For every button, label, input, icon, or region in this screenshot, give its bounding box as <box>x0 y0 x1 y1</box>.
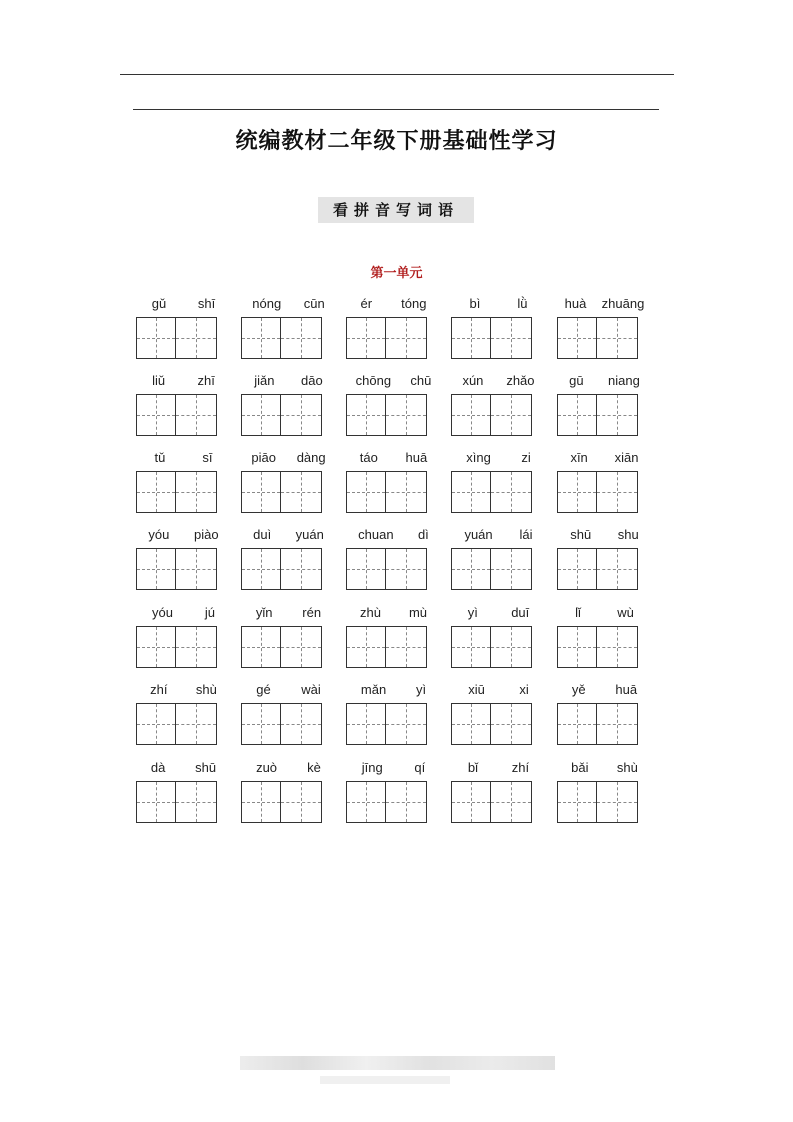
tianzige-box[interactable] <box>557 317 597 359</box>
pinyin-syllable: mù <box>408 605 427 620</box>
writing-boxes <box>136 548 217 590</box>
pinyin-syllable: gǔ <box>151 296 167 311</box>
pinyin-syllable: bì <box>469 296 481 311</box>
pinyin-label <box>241 604 336 622</box>
writing-boxes <box>241 626 322 668</box>
word-entry <box>346 449 441 519</box>
tianzige-box[interactable] <box>451 471 491 513</box>
tianzige-box[interactable] <box>346 626 386 668</box>
word-entry <box>451 604 546 674</box>
pinyin-label <box>346 526 441 544</box>
writing-boxes <box>136 703 217 745</box>
pinyin-label <box>346 449 441 467</box>
word-entry <box>136 526 231 596</box>
tianzige-box[interactable] <box>346 394 386 436</box>
pinyin-label <box>346 759 441 777</box>
tianzige-box[interactable] <box>281 703 322 745</box>
word-entry <box>241 449 336 519</box>
pinyin-syllable: chū <box>410 373 432 388</box>
tianzige-box[interactable] <box>241 471 281 513</box>
tianzige-box[interactable] <box>346 471 386 513</box>
pinyin-label <box>346 681 441 699</box>
pinyin-label <box>241 759 336 777</box>
pinyin-syllable: yǐn <box>255 605 273 620</box>
pinyin-label <box>451 372 546 390</box>
pinyin-label <box>557 295 652 313</box>
pinyin-syllable: wài <box>301 682 321 697</box>
pinyin-syllable: zhí <box>150 682 168 697</box>
pinyin-syllable: wù <box>617 605 634 620</box>
tianzige-box[interactable] <box>386 471 427 513</box>
pinyin-syllable: shū <box>570 527 592 542</box>
pinyin-syllable: bǐ <box>467 760 478 775</box>
pinyin-syllable: yě <box>571 682 586 697</box>
footer-watermark <box>240 1056 555 1070</box>
tianzige-box[interactable] <box>451 548 491 590</box>
pinyin-syllable: dàng <box>296 450 326 465</box>
tianzige-box[interactable] <box>386 781 427 823</box>
pinyin-label <box>557 526 652 544</box>
tianzige-box[interactable] <box>241 394 281 436</box>
tianzige-box[interactable] <box>281 781 322 823</box>
tianzige-box[interactable] <box>491 394 532 436</box>
pinyin-label <box>241 526 336 544</box>
word-entry <box>451 759 546 829</box>
tianzige-box[interactable] <box>491 626 532 668</box>
pinyin-syllable: dì <box>417 527 429 542</box>
tianzige-box[interactable] <box>386 394 427 436</box>
writing-boxes <box>241 317 322 359</box>
word-entry <box>557 759 652 829</box>
tianzige-box[interactable] <box>386 317 427 359</box>
pinyin-syllable: niang <box>608 373 640 388</box>
tianzige-box[interactable] <box>557 548 597 590</box>
pinyin-syllable: huà <box>564 296 587 311</box>
pinyin-label <box>557 681 652 699</box>
pinyin-syllable: gé <box>256 682 271 697</box>
pinyin-label <box>451 526 546 544</box>
pinyin-label <box>346 295 441 313</box>
pinyin-syllable: shù <box>195 682 217 697</box>
pinyin-syllable: xìng <box>466 450 491 465</box>
pinyin-syllable: qí <box>414 760 426 775</box>
tianzige-box[interactable] <box>491 317 532 359</box>
writing-boxes <box>346 626 427 668</box>
writing-boxes <box>346 548 427 590</box>
tianzige-box[interactable] <box>176 394 217 436</box>
pinyin-syllable: duì <box>253 527 272 542</box>
word-entry <box>346 759 441 829</box>
pinyin-label <box>451 681 546 699</box>
writing-boxes <box>346 703 427 745</box>
pinyin-label <box>451 449 546 467</box>
pinyin-syllable: piāo <box>251 450 276 465</box>
tianzige-box[interactable] <box>597 703 638 745</box>
tianzige-box[interactable] <box>346 703 386 745</box>
pinyin-syllable: sī <box>202 450 213 465</box>
tianzige-box[interactable] <box>241 781 281 823</box>
writing-boxes <box>451 394 532 436</box>
pinyin-syllable: shù <box>616 760 638 775</box>
pinyin-syllable: jú <box>204 605 216 620</box>
writing-boxes <box>346 471 427 513</box>
word-entry <box>557 526 652 596</box>
word-entry <box>241 295 336 365</box>
tianzige-box[interactable] <box>136 471 176 513</box>
pinyin-syllable: lái <box>519 527 533 542</box>
pinyin-label <box>557 449 652 467</box>
writing-boxes <box>136 626 217 668</box>
tianzige-box[interactable] <box>557 626 597 668</box>
pinyin-syllable: dà <box>150 760 166 775</box>
writing-boxes <box>241 781 322 823</box>
pinyin-syllable: jīng <box>361 760 383 775</box>
pinyin-syllable: rén <box>302 605 322 620</box>
pinyin-label <box>136 372 231 390</box>
word-entry <box>451 681 546 751</box>
tianzige-box[interactable] <box>241 626 281 668</box>
pinyin-label <box>136 681 231 699</box>
tianzige-box[interactable] <box>597 317 638 359</box>
tianzige-box[interactable] <box>176 703 217 745</box>
tianzige-box[interactable] <box>241 548 281 590</box>
pinyin-syllable: yóu <box>151 605 173 620</box>
pinyin-syllable: yì <box>415 682 427 697</box>
writing-boxes <box>451 703 532 745</box>
pinyin-syllable: táo <box>359 450 378 465</box>
pinyin-syllable: zhí <box>511 760 530 775</box>
writing-boxes <box>557 548 638 590</box>
tianzige-box[interactable] <box>386 703 427 745</box>
pinyin-syllable: yuán <box>464 527 493 542</box>
pinyin-syllable: gū <box>569 373 584 388</box>
word-entry <box>346 604 441 674</box>
writing-boxes <box>557 626 638 668</box>
writing-boxes <box>136 781 217 823</box>
pinyin-label <box>136 526 231 544</box>
word-entry <box>346 372 441 442</box>
tianzige-box[interactable] <box>136 781 176 823</box>
word-entry <box>557 449 652 519</box>
pinyin-syllable: shū <box>195 760 217 775</box>
pinyin-syllable: huā <box>405 450 428 465</box>
pinyin-syllable: zhǎo <box>506 373 535 388</box>
tianzige-box[interactable] <box>176 626 217 668</box>
pinyin-label <box>557 759 652 777</box>
word-entry <box>346 526 441 596</box>
word-entry <box>241 372 336 442</box>
writing-boxes <box>451 626 532 668</box>
tianzige-box[interactable] <box>451 626 491 668</box>
pinyin-syllable: yóu <box>148 527 170 542</box>
pinyin-syllable: tǔ <box>154 450 166 465</box>
tianzige-box[interactable] <box>281 471 322 513</box>
pinyin-label <box>136 295 231 313</box>
pinyin-syllable: yuán <box>295 527 324 542</box>
tianzige-box[interactable] <box>136 626 176 668</box>
tianzige-box[interactable] <box>136 548 176 590</box>
pinyin-syllable: ér <box>360 296 373 311</box>
pinyin-label <box>557 604 652 622</box>
pinyin-syllable: shī <box>197 296 216 311</box>
tianzige-box[interactable] <box>451 317 491 359</box>
pinyin-syllable: shu <box>617 527 639 542</box>
pinyin-label <box>451 604 546 622</box>
pinyin-syllable: zi <box>521 450 531 465</box>
writing-boxes <box>241 703 322 745</box>
pinyin-syllable: cūn <box>303 296 325 311</box>
tianzige-box[interactable] <box>346 548 386 590</box>
tianzige-box[interactable] <box>386 626 427 668</box>
word-entry <box>136 372 231 442</box>
pinyin-syllable: piào <box>194 527 219 542</box>
pinyin-syllable: lǐ <box>575 605 581 620</box>
tianzige-box[interactable] <box>281 394 322 436</box>
tianzige-box[interactable] <box>136 703 176 745</box>
writing-boxes <box>557 471 638 513</box>
word-entry <box>451 449 546 519</box>
pinyin-label <box>451 759 546 777</box>
pinyin-syllable: zhī <box>197 373 215 388</box>
writing-boxes <box>241 548 322 590</box>
pinyin-syllable: yì <box>467 605 478 620</box>
tianzige-box[interactable] <box>281 317 322 359</box>
tianzige-box[interactable] <box>241 703 281 745</box>
tianzige-box[interactable] <box>491 703 532 745</box>
pinyin-syllable: bǎi <box>571 760 589 775</box>
pinyin-syllable: dāo <box>301 373 323 388</box>
word-entry <box>136 449 231 519</box>
pinyin-label <box>346 604 441 622</box>
word-entry <box>557 372 652 442</box>
pinyin-syllable: kè <box>307 760 321 775</box>
pinyin-syllable: xīn <box>570 450 588 465</box>
page-title: 统编教材二年级下册基础性学习 <box>235 129 558 154</box>
tianzige-box[interactable] <box>597 626 638 668</box>
word-entry <box>136 681 231 751</box>
word-entry <box>241 681 336 751</box>
writing-boxes <box>136 317 217 359</box>
writing-boxes <box>241 394 322 436</box>
word-entry <box>136 604 231 674</box>
pinyin-label <box>346 372 441 390</box>
word-entry <box>241 526 336 596</box>
pinyin-syllable: liǔ <box>152 373 166 388</box>
word-entry <box>241 759 336 829</box>
writing-boxes <box>346 781 427 823</box>
writing-boxes <box>557 317 638 359</box>
tianzige-box[interactable] <box>597 781 638 823</box>
writing-boxes <box>451 317 532 359</box>
tianzige-box[interactable] <box>386 548 427 590</box>
word-entry <box>136 759 231 829</box>
tianzige-box[interactable] <box>597 471 638 513</box>
tianzige-box[interactable] <box>491 548 532 590</box>
tianzige-box[interactable] <box>176 471 217 513</box>
pinyin-syllable: zhuāng <box>601 296 645 311</box>
writing-boxes <box>557 394 638 436</box>
tianzige-box[interactable] <box>176 781 217 823</box>
writing-boxes <box>451 548 532 590</box>
writing-boxes <box>241 471 322 513</box>
pinyin-syllable: chuan <box>358 527 394 542</box>
tianzige-box[interactable] <box>136 394 176 436</box>
word-entry <box>346 681 441 751</box>
tianzige-box[interactable] <box>557 703 597 745</box>
tianzige-box[interactable] <box>597 394 638 436</box>
tianzige-box[interactable] <box>557 781 597 823</box>
pinyin-syllable: xiū <box>468 682 485 697</box>
word-entry <box>451 372 546 442</box>
word-entry <box>557 681 652 751</box>
writing-boxes <box>557 781 638 823</box>
writing-boxes <box>346 394 427 436</box>
writing-boxes <box>451 781 532 823</box>
pinyin-syllable: jiǎn <box>254 373 275 388</box>
pinyin-label <box>451 295 546 313</box>
word-entry <box>136 295 231 365</box>
tianzige-box[interactable] <box>346 781 386 823</box>
tianzige-box[interactable] <box>491 471 532 513</box>
word-entry <box>451 295 546 365</box>
pinyin-label <box>241 449 336 467</box>
pinyin-syllable: xiān <box>614 450 639 465</box>
pinyin-syllable: mǎn <box>360 682 387 697</box>
writing-boxes <box>346 317 427 359</box>
writing-boxes <box>136 471 217 513</box>
tianzige-box[interactable] <box>451 394 491 436</box>
tianzige-box[interactable] <box>136 317 176 359</box>
pinyin-syllable: nóng <box>252 296 282 311</box>
tianzige-box[interactable] <box>597 548 638 590</box>
tianzige-box[interactable] <box>241 317 281 359</box>
word-entry <box>557 295 652 365</box>
tianzige-box[interactable] <box>176 548 217 590</box>
tianzige-box[interactable] <box>281 626 322 668</box>
pinyin-syllable: xún <box>462 373 484 388</box>
tianzige-box[interactable] <box>491 781 532 823</box>
pinyin-label <box>241 372 336 390</box>
pinyin-syllable: zuò <box>256 760 278 775</box>
writing-boxes <box>136 394 217 436</box>
tianzige-box[interactable] <box>176 317 217 359</box>
pinyin-label <box>136 604 231 622</box>
footer-watermark-line <box>320 1076 450 1084</box>
tianzige-box[interactable] <box>346 317 386 359</box>
pinyin-label <box>241 295 336 313</box>
word-entry <box>241 604 336 674</box>
tianzige-box[interactable] <box>557 471 597 513</box>
pinyin-label <box>241 681 336 699</box>
pinyin-syllable: xi <box>519 682 529 697</box>
word-entry <box>557 604 652 674</box>
pinyin-label <box>557 372 652 390</box>
pinyin-syllable: tóng <box>401 296 427 311</box>
pinyin-syllable: duī <box>511 605 530 620</box>
pinyin-syllable: lǜ <box>517 296 528 311</box>
pinyin-syllable: chōng <box>355 373 392 388</box>
writing-boxes <box>451 471 532 513</box>
pinyin-label <box>136 449 231 467</box>
tianzige-box[interactable] <box>281 548 322 590</box>
pinyin-syllable: zhù <box>359 605 381 620</box>
pinyin-label <box>136 759 231 777</box>
writing-boxes <box>557 703 638 745</box>
section-title: 看拼音写词语 <box>318 197 474 223</box>
tianzige-box[interactable] <box>557 394 597 436</box>
word-entry <box>451 526 546 596</box>
tianzige-box[interactable] <box>451 781 491 823</box>
word-entry <box>346 295 441 365</box>
unit-heading: 第一单元 <box>370 266 423 281</box>
pinyin-syllable: huā <box>615 682 638 697</box>
tianzige-box[interactable] <box>451 703 491 745</box>
